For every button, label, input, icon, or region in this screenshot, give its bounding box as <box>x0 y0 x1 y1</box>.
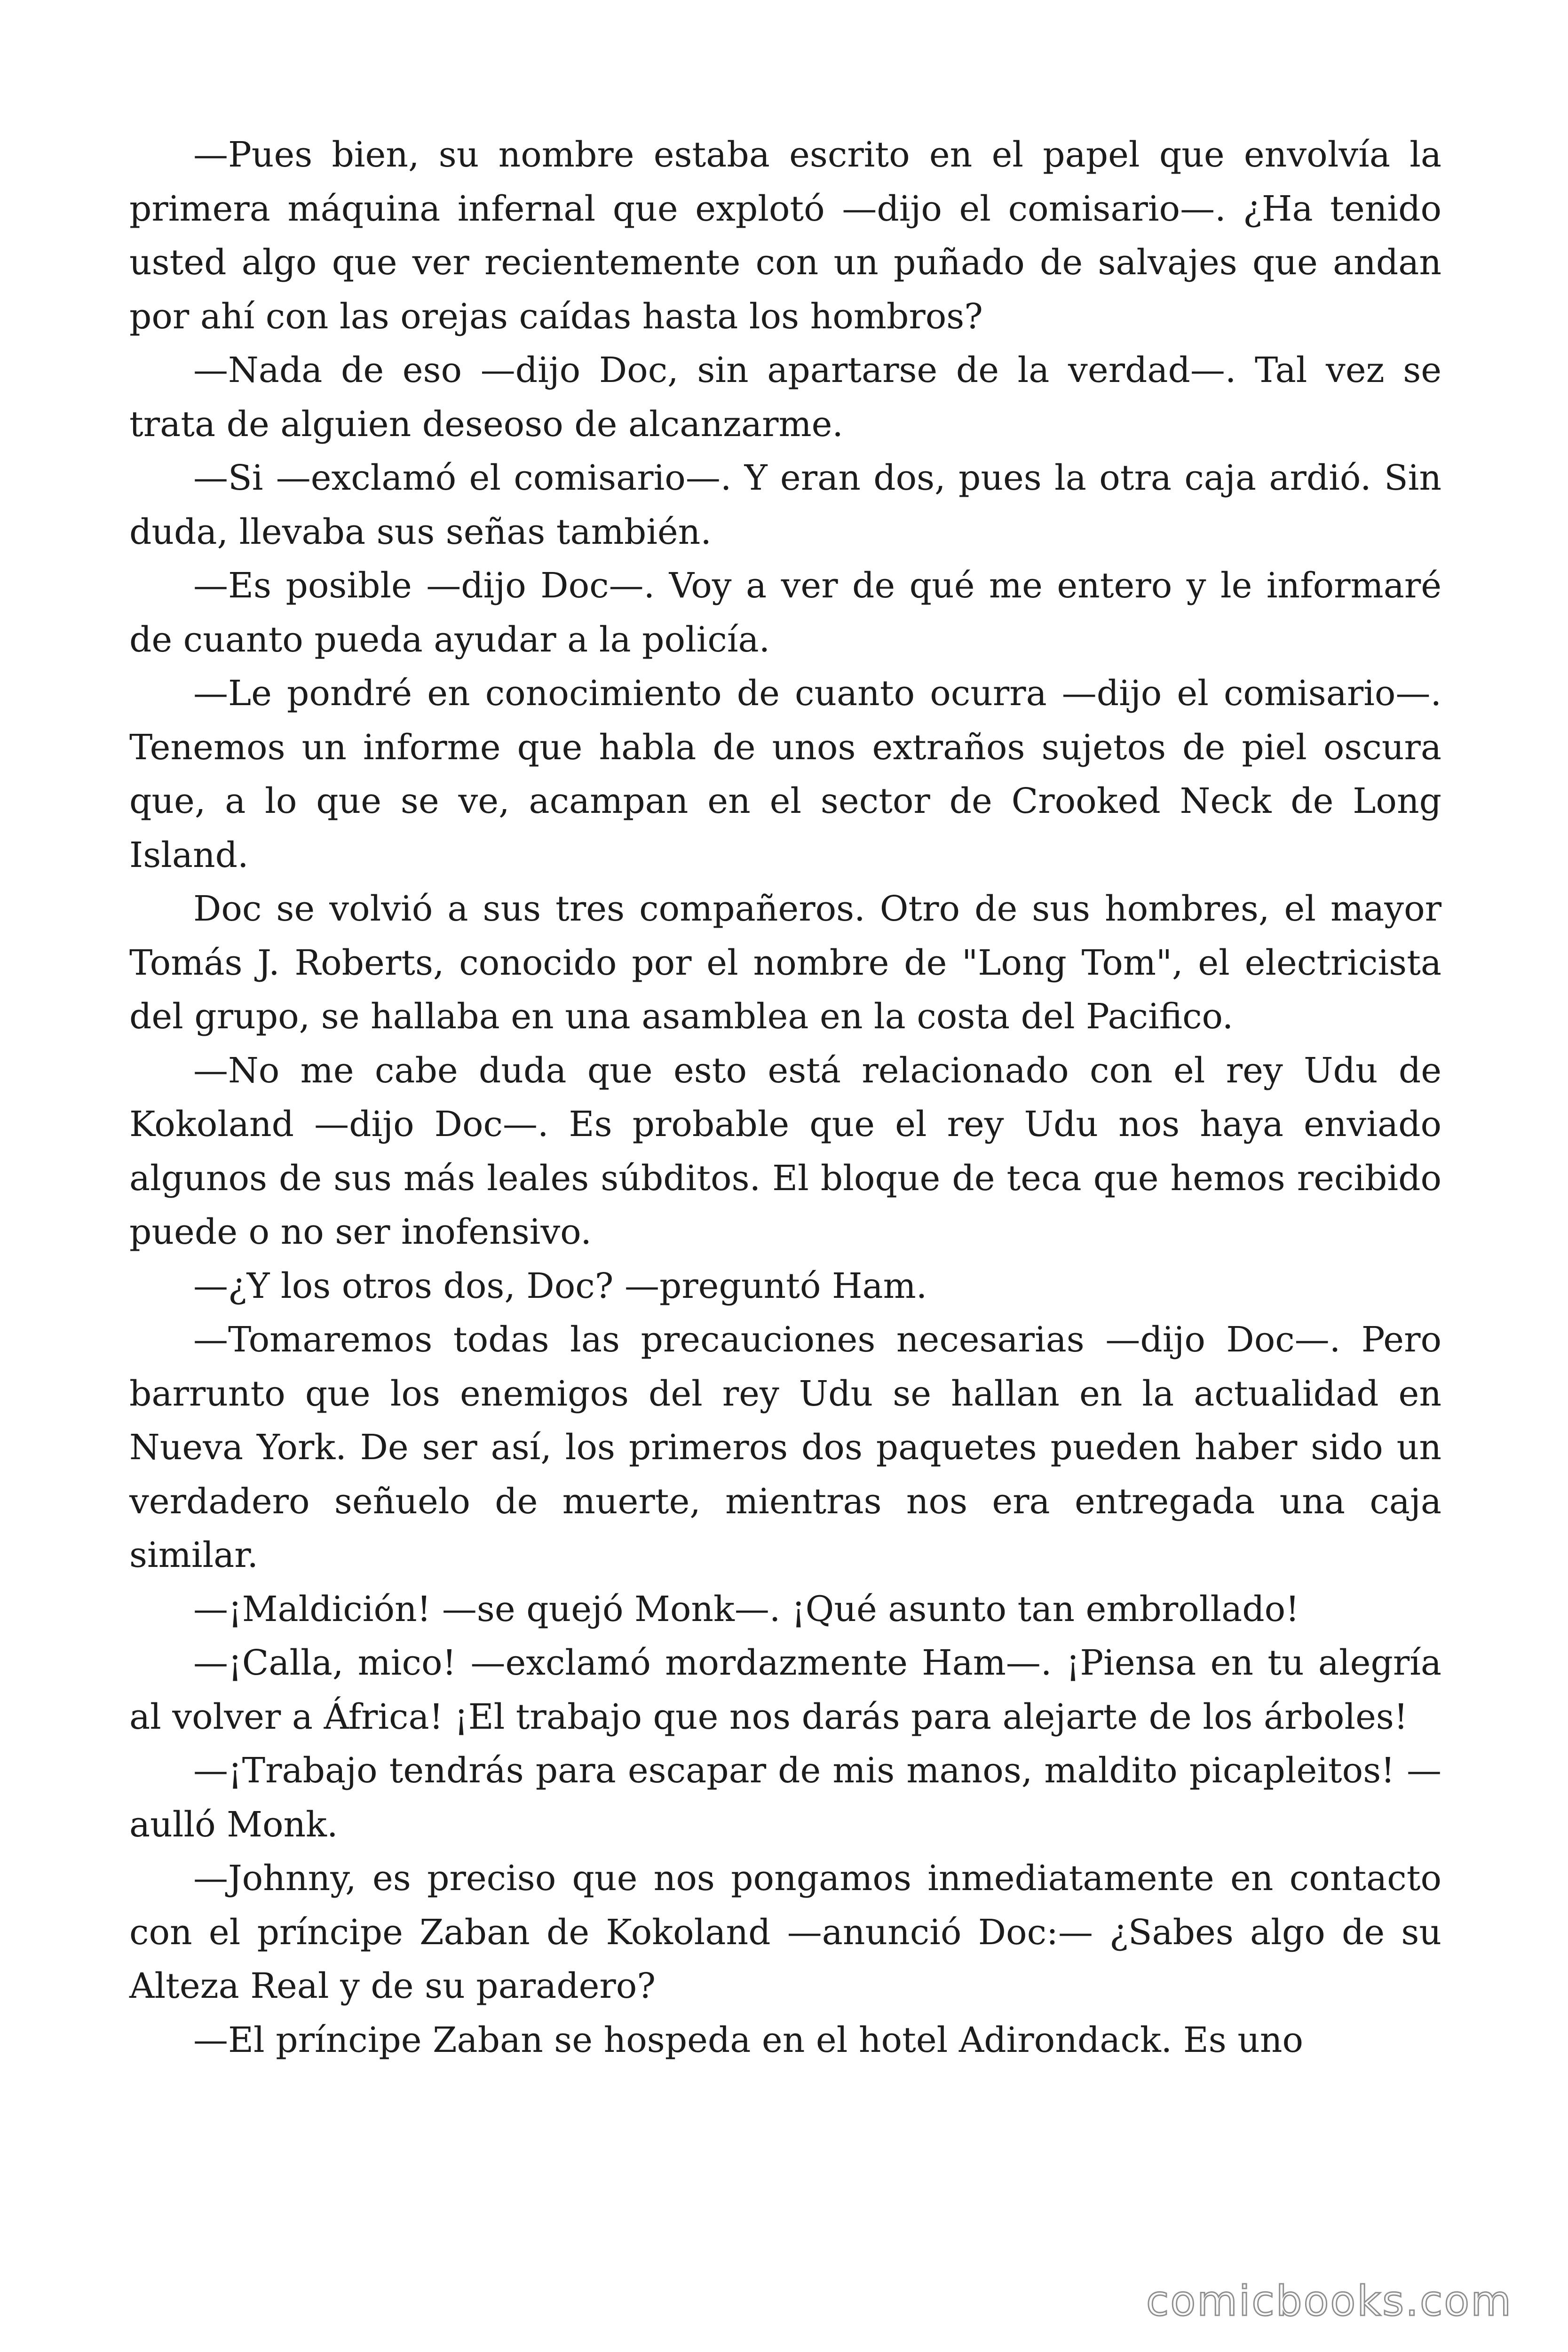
paragraph: —¡Trabajo tendrás para escapar de mis manos, maldito picapleitos! —aulló Monk. <box>129 1750 1441 1845</box>
paragraph: —Tomaremos todas las precauciones necesarias —dijo Doc—. Pero barrunto que los enemigos del rey Udu se hallan en la actualidad en Nueva York. De ser así, los primeros dos paquetes pueden haber sido un verdadero señuelo de muerte, mientras nos era entregada una caja similar. <box>129 1319 1441 1575</box>
paragraph: —Le pondré en conocimiento de cuanto ocurra —dijo el comisario—. Tenemos un informe que habla de unos extraños sujetos de piel oscura que, a lo que se ve, acampan en el sector de Crooked Neck de Long Island. <box>129 673 1441 875</box>
paragraph: —Si —exclamó el comisario—. Y eran dos, pues la otra caja ardió. Sin duda, llevaba sus señas también. <box>129 458 1441 552</box>
paragraph: —¡Calla, mico! —exclamó mordazmente Ham—. ¡Piensa en tu alegría al volver a África! ¡El trabajo que nos darás para alejarte de los árboles! <box>129 1643 1441 1737</box>
paragraph: Doc se volvió a sus tres compañeros. Otro de sus hombres, el mayor Tomás J. Roberts, conocido por el nombre de "Long Tom", el electricista del grupo, se hallaba en una asamblea en la costa del Pacifico. <box>129 889 1441 1037</box>
source-watermark: comicbooks.com <box>1146 2277 1513 2325</box>
paragraph: —¡Maldición! —se quejó Monk—. ¡Qué asunto tan embrollado! <box>193 1589 1299 1629</box>
paragraph: —Nada de eso —dijo Doc, sin apartarse de la verdad—. Tal vez se trata de alguien deseoso de alcanzarme. <box>129 350 1441 445</box>
paragraph: —Es posible —dijo Doc—. Voy a ver de qué me entero y le informaré de cuanto pueda ayudar a la policía. <box>129 565 1441 660</box>
paragraph: —¿Y los otros dos, Doc? —preguntó Ham. <box>193 1265 927 1306</box>
paragraph: —Pues bien, su nombre estaba escrito en el papel que envolvía la primera máquina infernal que explotó —dijo el comisario—. ¿Ha tenido usted algo que ver recientemente con un puñado de salvajes que andan por ahí con las orejas caídas hasta los hombros? <box>129 135 1441 337</box>
paragraph: —Johnny, es preciso que nos pongamos inmediatamente en contacto con el príncipe Zaban de Kokoland —anunció Doc:— ¿Sabes algo de su Alteza Real y de su paradero? <box>129 1858 1441 2006</box>
paragraph: —El príncipe Zaban se hospeda en el hotel Adirondack. Es uno <box>193 2019 1304 2060</box>
paragraph: —No me cabe duda que esto está relacionado con el rey Udu de Kokoland —dijo Doc—. Es probable que el rey Udu nos haya enviado algunos de sus más leales súbditos. El bloque de teca que hemos recibido puede o no ser inofensivo. <box>129 1050 1441 1252</box>
body-text <box>129 128 1441 2067</box>
